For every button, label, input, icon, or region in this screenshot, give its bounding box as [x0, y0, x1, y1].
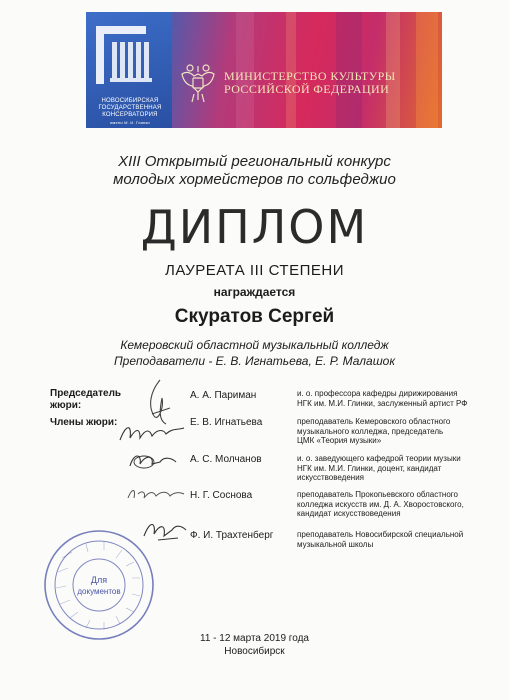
contest-title-line: XIII Открытый региональный конкурс	[118, 153, 391, 170]
jury-member-description	[297, 490, 509, 519]
conservatory-subtitle: имени М. И. Глинки	[110, 120, 150, 125]
conservatory-name-line: ГОСУДАРСТВЕННАЯ	[98, 105, 162, 111]
jury-member-description	[297, 530, 509, 549]
jury-member-name: Ф. И. Трахтенберг	[190, 530, 274, 541]
conservatory-building-icon	[86, 12, 172, 96]
ministry-name	[224, 70, 424, 96]
jury-members-label: Члены жюри:	[50, 417, 118, 428]
jury-chair-label-line: жюри:	[50, 400, 82, 411]
description-line: и. о. профессора кафедры дирижирования	[297, 389, 458, 398]
jury-member-description	[297, 389, 509, 408]
description-line: преподаватель Новосибирской специальной	[297, 530, 464, 539]
stamp-text: Для	[90, 575, 108, 585]
jury-chair-label	[50, 388, 121, 412]
member-signature	[124, 448, 184, 474]
recipient-name: Скуратов Сергей	[174, 306, 335, 327]
diploma-city: Новосибирск	[224, 646, 285, 657]
laureate-degree: ЛАУРЕАТА III СТЕПЕНИ	[165, 262, 344, 279]
jury-member-name: Е. В. Игнатьева	[190, 417, 263, 428]
conservatory-name	[90, 98, 170, 126]
conservatory-name-line: НОВОСИБИРСКАЯ	[101, 98, 159, 104]
stamp-text: документов	[77, 587, 121, 596]
description-line: искусствоведения	[297, 473, 365, 482]
description-line: ЦМК «Теория музыки»	[297, 436, 382, 445]
description-line: преподаватель Прокопьевского областного	[297, 490, 458, 499]
ministry-name-line: РОССИЙСКОЙ ФЕДЕРАЦИИ	[224, 82, 390, 96]
conservatory-name-line: КОНСЕРВАТОРИЯ	[102, 112, 158, 118]
jury-member-name: Н. Г. Соснова	[190, 490, 253, 501]
jury-member-description	[297, 417, 509, 446]
description-line: кандидат искусствоведения	[297, 509, 401, 518]
diploma-date: 11 - 12 марта 2019 года	[200, 633, 309, 644]
awarded-label: награждается	[213, 285, 296, 299]
college-name: Кемеровский областной музыкальный колледж	[120, 338, 389, 352]
teachers-line: Преподаватели - Е. В. Игнатьева, Е. Р. Малашок	[113, 354, 395, 368]
official-stamp	[42, 528, 156, 642]
jury-member-name: А. А. Париман	[190, 390, 257, 401]
double-headed-eagle-icon	[178, 60, 218, 104]
conservatory-logo	[86, 12, 172, 128]
jury-member-description	[297, 454, 509, 483]
description-line: колледжа искусств им. Д. А. Хворостовского,	[297, 499, 464, 509]
description-line: НГК им. М.И. Глинки, заслуженный артист РФ	[297, 398, 468, 408]
member-signature	[124, 484, 188, 504]
jury-member-name: А. С. Молчанов	[190, 454, 262, 465]
ministry-name-line: МИНИСТЕРСТВО КУЛЬТУРЫ	[224, 69, 396, 83]
description-line: преподаватель Кемеровского областного	[297, 417, 451, 426]
contest-title-line: молодых хормейстеров по сольфеджио	[113, 171, 396, 188]
jury-chair-label-line: Председатель	[50, 388, 122, 399]
header-banner	[86, 12, 442, 128]
description-line: музыкальной школы	[297, 539, 374, 549]
member-signature	[118, 420, 188, 446]
description-line: и. о. заведующего кафедрой теории музыки	[297, 454, 461, 463]
description-line: НГК им. М.И. Глинки, доцент, кандидат	[297, 463, 442, 473]
diploma-title: ДИПЛОМ	[140, 200, 369, 254]
description-line: музыкального колледжа, председатель	[297, 426, 444, 436]
